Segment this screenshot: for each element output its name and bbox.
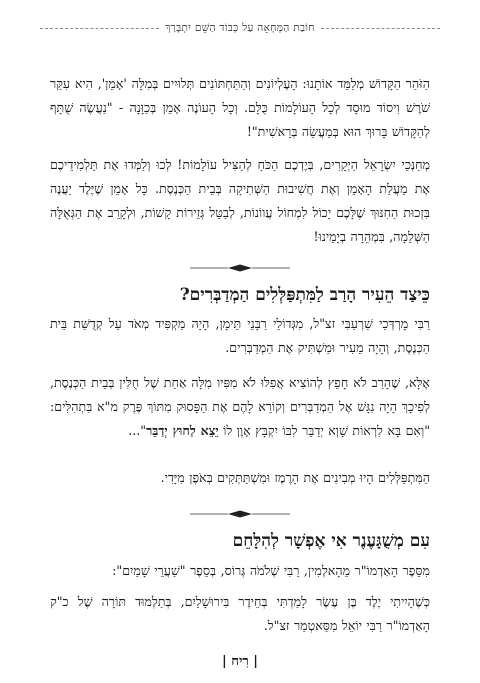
- running-header-text: חוֹבַת הַמְּחָאָה עַל כְּבוֹד הַשֵּׁם יִתְבָּרַךְ: [165, 22, 315, 34]
- intro-paragraph-2: מְחַנְּכֵי יִשְׂרָאֵל הַיְּקָרִים, בְּיֶדְכֶם הַכֹּחַ לְהַצִּיל עוֹלָמוֹת! לְכוּ וְלַמְּדוּ אֶת תַּלְמִידֵיכֶם אֶת מַעֲלַת הָאָמֵן וְאֶת חֲשִׁיבוּת הַשְּׁתִיקָה בְּבֵית הַכְּנֶסֶת. כָּל אָמֵן שֶׁיֶּלֶד יַעֲנֶה בִּזְכוּת הַחִנּוּךְ שֶׁלָּכֶם יָכוֹל לִמְחוֹל עֲווֹנוֹת, לְבַטֵּל גְּזֵירוֹת קָשׁוֹת, וּלְקָרֵב אֶת הַגְּאֻלָּה הַשְּׁלֵמָה, בִּמְהֵרָה בְיָמֵינוּ!: [50, 157, 430, 244]
- section-1-paragraph-1: רַבִּי מָרְדְּכַי שַׁרְעַבִּי זצ"ל, מִגְּדוֹלֵי רַבָּנֵי תֵּימָן, הָיָה מַקְפִּיד מְאֹד עַל קְדֻשַּׁת בֵּית הַכְּנֶסֶת, וְהָיָה מֵעִיר וּמַשְׁתִּיק אֶת הַמְדַבְּרִים.: [50, 316, 430, 355]
- section-divider-ornament-1: [190, 263, 290, 273]
- section-2-heading: עִם מְשֻׁגָּעֶנֶר אִי אֶפְשָׁר לְהִלָּחֵם: [232, 531, 430, 551]
- page-number: | רִיח |: [222, 654, 258, 669]
- section-divider-ornament-2: [190, 509, 290, 519]
- section-1-paragraph-2-ending: "...: [128, 423, 147, 438]
- header-rule-right: [321, 28, 440, 29]
- section-2-paragraph-1: כְּשֶׁהָיִיתִי יֶלֶד בֶּן עֶשֶׂר לָמַדְתִּי בְּחֵידֶר בִּירוּשָׁלַיִם, בְּתַלְמוּד תּוֹרָה שֶׁל כ"ק הָאַדְמוֹ"ר רַבִּי יוֹאֵל מִסַּאטְמַר זצ"ל.: [50, 594, 430, 633]
- intro-paragraph-1: הַזֹּהַר הַקָּדוֹשׁ מְלַמֵּד אוֹתָנוּ: הָעֶלְיוֹנִים וְהַתַּחְתּוֹנִים תְּלוּיִים בְּמִלָּה 'אָמֵן', הִיא עִקַּר שֹׁרֶשׁ וִיסוֹד מוּסָד לְכָל הָעוֹלָמוֹת כֻּלָּם. וְכָל הָעוֹנֶה אָמֵן בְּכַוָּנָה - "נַעֲשֶׂה שֻׁתָּף לְהַקָּדוֹשׁ בָּרוּךְ הוּא בְּמַעֲשֵׂה בְּרֵאשִׁית"!: [50, 76, 430, 139]
- header-rule-left: [40, 28, 159, 29]
- section-1-paragraph-2-bold-phrase: יֵצֵא לַחוּץ יְדַבֵּר: [146, 423, 219, 438]
- section-1-paragraph-2: [50, 371, 430, 443]
- section-1-paragraph-2-text: אֶלָּא, שֶׁהָרַב לֹא חָפֵץ לְהוֹצִיא אֲפִלּוּ לֹא מִפִּיו מִלָּה אַחַת שֶׁל חֻלִּין בְּבֵית הַכְּנֶסֶת, לְפִיכָךְ הָיָה נִגָּשׁ אֶל הַמְדַבְּרִים וְקוֹרֵא לָהֶם אֶת הַפָּסוּק מִתּוֹךְ פֶּרֶק מ"א בִּתְהִלִּים: "וְאִם בָּא לִרְאוֹת שָׁוְא יְדַבֵּר לִבּוֹ יִקְבָּץ אָוֶן לוֹ: [50, 375, 430, 438]
- section-1-heading: כֵּיצַד הֵעִיר הָרַב לַמִּתְפַּלְּלִים הַמְדַבְּרִים?: [179, 285, 430, 305]
- section-1-paragraph-3: הַמִּתְפַּלְּלִים הָיוּ מְבִינִים אֶת הָרֶמֶז וּמִשְׁתַּתְּקִים בְּאֹפֶן מִיָּדִי.: [160, 470, 430, 485]
- running-header: [40, 22, 440, 34]
- section-2-source-line: מִסֵּפֶר הָאַדְמוֹ"ר מֵהָאלְמִין, רַבִּי שְׁלֹמֹה גְּרוֹס, בְּסֵפֶר "שַׁעֲרֵי שָׁמַיִם":: [112, 563, 430, 578]
